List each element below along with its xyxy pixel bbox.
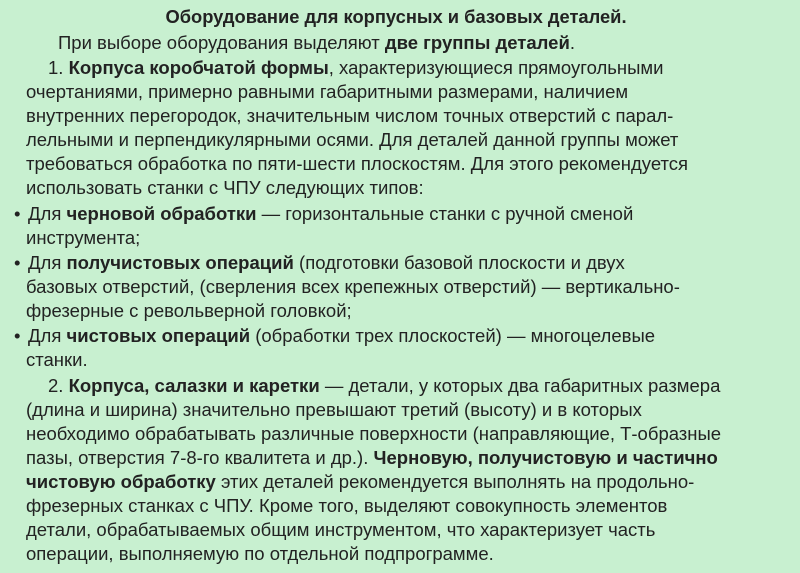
group2-number: 2. [48, 375, 69, 396]
intro-bold: две группы деталей [384, 32, 570, 53]
bullet-bold: черновой обработки [66, 203, 257, 224]
bullet-text: Для [28, 203, 67, 224]
group2-text: пазы, отверстия 7-8-го квалитета и др.). [26, 447, 374, 468]
bullet-continuation: фрезерные с револьверной головкой; [26, 300, 352, 321]
bullet-text: Для [28, 252, 67, 273]
group2-line-5 [26, 471, 694, 493]
bullet-text: Для [28, 325, 67, 346]
group2-line-3: необходимо обрабатывать различные поверхности (направляющие, Т-образные [26, 423, 722, 444]
group2-line-6: фрезерных станках с ЧПУ. Кроме того, выделяют совокупность элементов [26, 495, 668, 516]
slide-title: Оборудование для корпусных и базовых деталей. [165, 6, 627, 27]
bullet-marker: • [14, 203, 21, 224]
bullet-marker: • [14, 325, 21, 346]
group2-line-1 [48, 375, 720, 397]
group2-line-7: детали, обрабатываемых общим инструментом, что характеризует часть [26, 519, 656, 540]
group1-line-5: требоваться обработка по пяти-шести плоскостям. Для этого рекомендуется [26, 153, 689, 174]
intro-text: При выборе оборудования выделяют [58, 32, 385, 53]
group1-line-3: внутренних перегородок, значительным числом точных отверстий с парал- [26, 105, 674, 126]
group2-text: — детали, у которых два габаритных размера [319, 375, 721, 396]
group2-heading: Корпуса, салазки и каретки [68, 375, 320, 396]
bullet-bold: чистовых операций [66, 325, 251, 346]
group1-line-6: использовать станки с ЧПУ следующих типов: [26, 177, 424, 198]
bullet-text: (подготовки базовой плоскости и двух [293, 252, 625, 273]
group2-text: этих деталей рекомендуется выполнять на продольно- [215, 471, 695, 492]
bullet-marker: • [14, 252, 21, 273]
bullet-continuation: станки. [26, 349, 88, 370]
group1-heading: Корпуса коробчатой формы [68, 57, 329, 78]
bullet-item [14, 325, 655, 347]
bullet-continuation: базовых отверстий, (сверления всех крепежных отверстий) — вертикально- [26, 276, 680, 297]
group1-line-1 [48, 57, 663, 79]
group1-line-2: очертаниями, примерно равными габаритными размерами, наличием [26, 81, 629, 102]
bullet-continuation: инструмента; [26, 227, 141, 248]
group2-line-8: операции, выполняемую по отдельной подпрограмме. [26, 543, 494, 564]
group1-line-4: лельными и перпендикулярными осями. Для деталей данной группы может [26, 129, 679, 150]
bullet-item [14, 203, 633, 225]
intro-end: . [569, 32, 575, 53]
intro-line [58, 32, 575, 54]
bullet-text: (обработки трех плоскостей) — многоцелевые [250, 325, 656, 346]
group1-number: 1. [48, 57, 69, 78]
bullet-bold: получистовых операций [66, 252, 294, 273]
group2-bold: Черновую, получистовую и частично [373, 447, 718, 468]
bullet-item [14, 252, 625, 274]
bullet-text: — горизонтальные станки с ручной сменой [256, 203, 634, 224]
group2-line-2: (длина и ширина) значительно превышают третий (высоту) и в которых [26, 399, 642, 420]
group2-line-4 [26, 447, 718, 469]
group1-text: , характеризующиеся прямоугольными [328, 57, 664, 78]
group2-bold: чистовую обработку [26, 471, 216, 492]
